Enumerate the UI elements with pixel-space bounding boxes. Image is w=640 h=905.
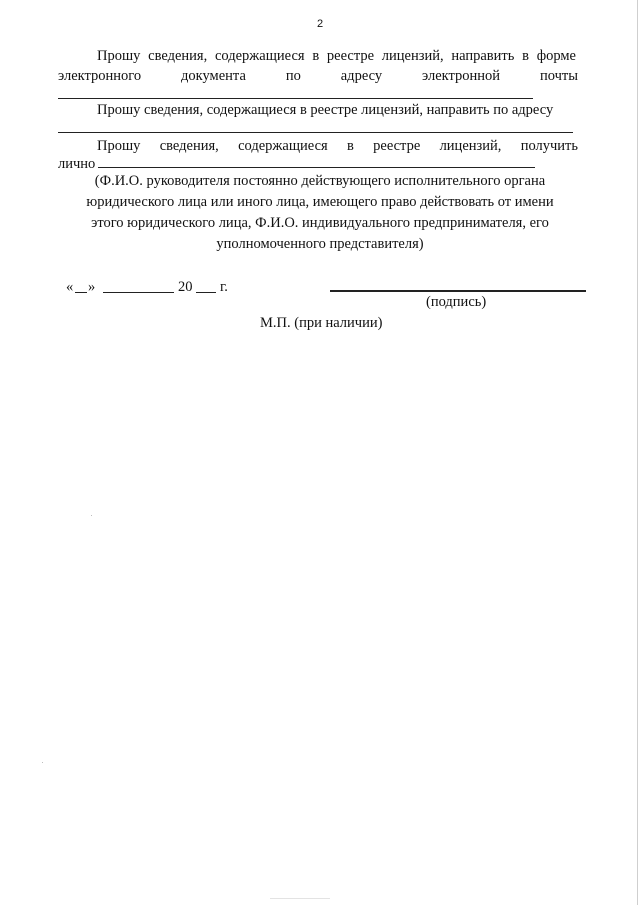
date-month-field[interactable]	[103, 292, 174, 293]
personal-request-word: реестре	[373, 138, 421, 154]
email-address-field[interactable]	[58, 98, 533, 99]
representative-note-line: (Ф.И.О. руководителя постоянно действующего исполнительного органа	[94, 173, 546, 189]
email-request-word: электронного	[58, 68, 142, 84]
date-year-prefix: 20	[178, 279, 193, 295]
page-number: 2	[316, 18, 324, 30]
date-day-field[interactable]	[75, 292, 87, 293]
representative-note-line: юридического лица или иного лица, имеющего право действовать от имени	[86, 194, 554, 210]
email-request-word: документа	[181, 68, 246, 84]
date-open-quote: «	[66, 279, 74, 295]
scan-speck	[42, 762, 43, 763]
personal-request-word: сведения,	[159, 138, 219, 154]
email-request-word: по	[285, 68, 301, 84]
representative-note-line: уполномоченного представителя)	[216, 236, 424, 252]
signature-field[interactable]	[330, 290, 586, 292]
date-year-field[interactable]	[196, 292, 216, 293]
personal-request-word: получить	[520, 138, 578, 154]
email-request-line-2	[58, 67, 578, 85]
personal-request-word: лицензий,	[439, 138, 502, 154]
representative-note-line: этого юридического лица, Ф.И.О. индивидуального предпринимателя, его	[91, 215, 549, 231]
email-request-word: адресу	[340, 68, 383, 84]
email-request-word: электронной	[422, 68, 501, 84]
date-year-suffix: г.	[220, 279, 228, 295]
email-request-line-1: Прошу сведения, содержащиеся в реестре лицензий, направить в форме	[97, 48, 576, 64]
postal-address-field[interactable]	[58, 132, 573, 133]
scan-speck	[270, 898, 330, 899]
representative-note	[40, 171, 600, 255]
signature-caption: (подпись)	[426, 294, 487, 310]
personal-request-label: лично	[58, 156, 96, 172]
representative-name-field[interactable]	[98, 167, 535, 168]
personal-request-word: содержащиеся	[238, 138, 328, 154]
personal-request-line-1	[97, 137, 578, 155]
personal-request-word: в	[346, 138, 354, 154]
date-close-quote: »	[88, 279, 96, 295]
scan-speck	[91, 515, 92, 516]
page-edge	[637, 0, 638, 905]
address-request-line-1: Прошу сведения, содержащиеся в реестре лицензий, направить по адресу	[97, 102, 554, 118]
stamp-caption: М.П. (при наличии)	[260, 315, 383, 331]
personal-request-word: Прошу	[97, 138, 141, 154]
email-request-word: почты	[539, 68, 578, 84]
